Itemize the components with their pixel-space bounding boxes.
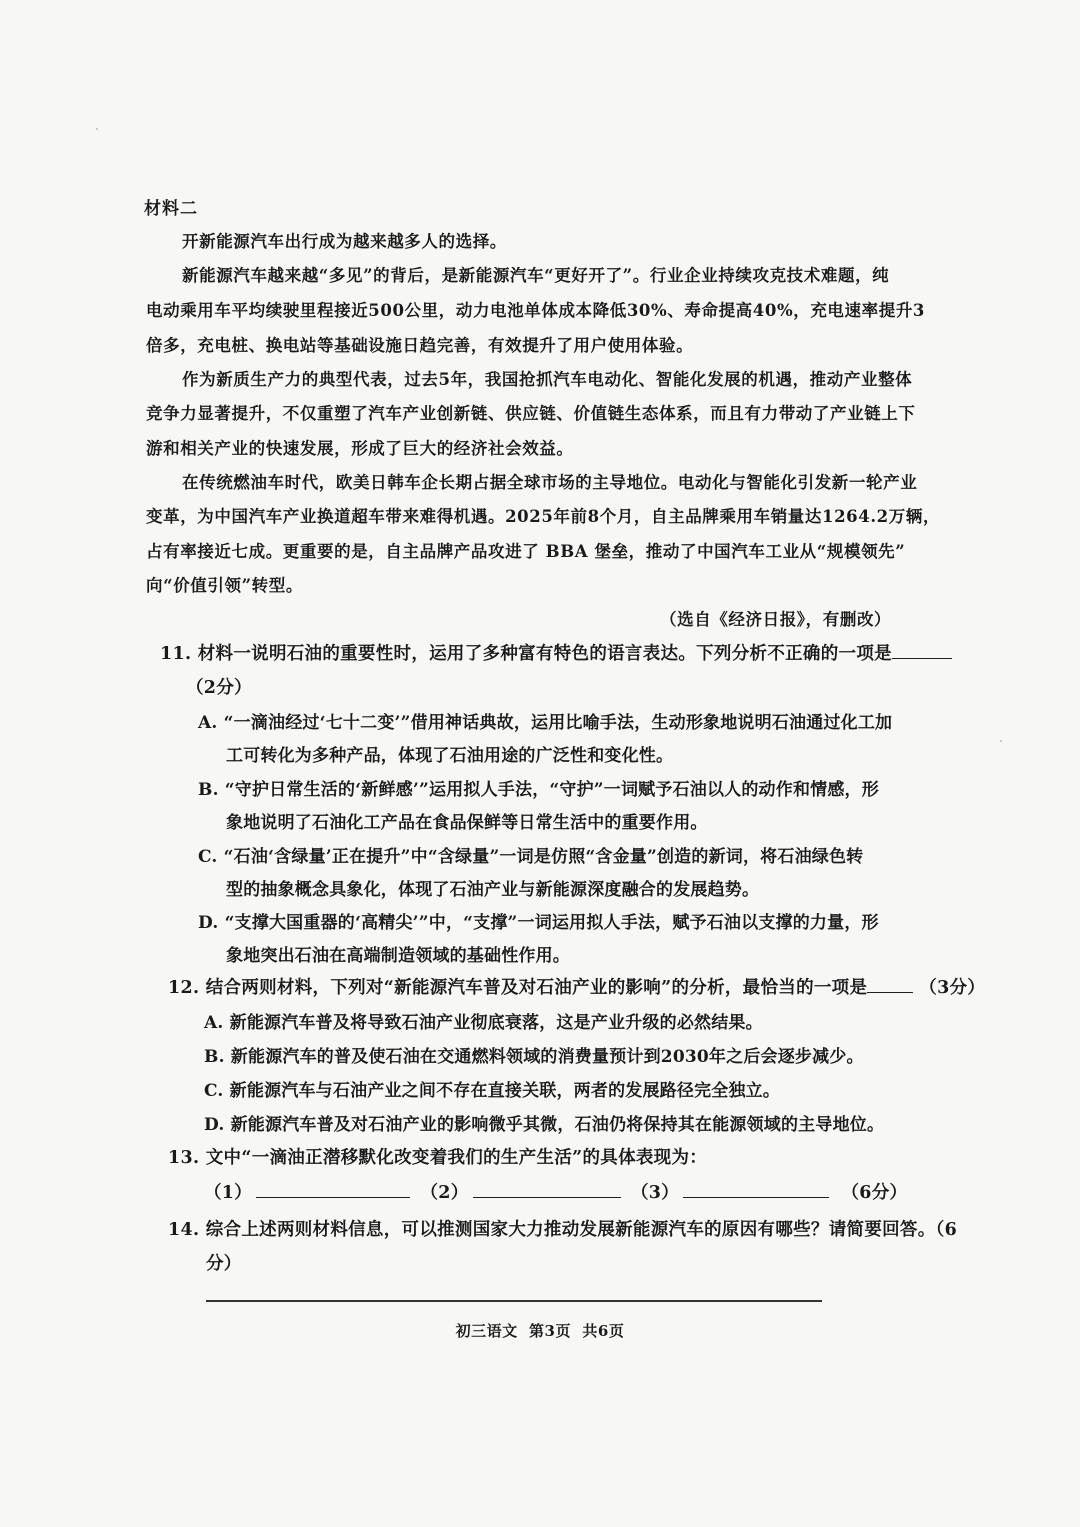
page-footer: 初三语文 第3页 共6页 [455, 1322, 625, 1340]
question-12-answer-blank[interactable] [867, 975, 913, 993]
paragraph-line: 作为新质生产力的典型代表，过去5年，我国抢抓汽车电动化、智能化发展的机遇，推动产业整体 [182, 370, 913, 389]
question-13-label-2: （2） [420, 1183, 469, 1203]
question-12-option-b: B. 新能源汽车的普及使石油在交通燃料领域的消费量预计到2030年之后会逐步减少。 [204, 1047, 864, 1067]
paragraph-line: 在传统燃油车时代，欧美日韩车企长期占据全球市场的主导地位。电动化与智能化引发新一轮产业 [182, 473, 918, 492]
paragraph-line: 倍多，充电桩、换电站等基础设施日趋完善，有效提升了用户使用体验。 [146, 336, 694, 355]
paragraph-line: 向“价值引领”转型。 [146, 576, 303, 595]
question-11-stem [160, 640, 952, 665]
question-11-option-b-line2: 象地说明了石油化工产品在食品保鲜等日常生活中的重要作用。 [226, 813, 708, 833]
paragraph-line: 游和相关产业的快速发展，形成了巨大的经济社会效益。 [146, 439, 574, 458]
question-12-option-c: C. 新能源汽车与石油产业之间不存在直接关联，两者的发展路径完全独立。 [204, 1081, 781, 1101]
question-13-blank-3[interactable] [683, 1180, 829, 1198]
paragraph-line: 电动乘用车平均续驶里程接近500公里，动力电池单体成本降低30%、寿命提高40%，充电速率提升3 [146, 301, 926, 320]
paragraph-line: 变革，为中国汽车产业换道超车带来难得机遇。2025年前8个月，自主品牌乘用车销量达1264.2万辆， [146, 507, 941, 526]
material-heading: 材料二 [144, 199, 198, 219]
question-13-answers [204, 1179, 907, 1204]
question-13-stem: 13. 文中“一滴油正潜移默化改变着我们的生产生活”的具体表现为： [168, 1148, 708, 1168]
question-12-stem [168, 974, 985, 999]
paragraph-line: 新能源汽车越来越“多见”的背后，是新能源汽车“更好开了”。行业企业持续攻克技术难题，纯 [182, 266, 890, 285]
question-11-option-b-line1: B. “守护日常生活的‘新鲜感’”运用拟人手法，“守护”一词赋予石油以人的动作和情感，形 [198, 780, 879, 800]
question-12-text: 12. 结合两则材料，下列对“新能源汽车普及对石油产业的影响”的分析，最恰当的一项是 [168, 978, 868, 998]
answer-line[interactable] [206, 1300, 822, 1302]
question-12-option-d: D. 新能源汽车普及对石油产业的影响微乎其微，石油仍将保持其在能源领域的主导地位。 [204, 1115, 885, 1135]
question-11-points: （2分） [186, 678, 252, 698]
scan-speck [96, 128, 98, 130]
question-11-option-c-line1: C. “石油‘含绿量’正在提升”中“含绿量”一词是仿照“含金量”创造的新词，将石油绿色转 [198, 847, 864, 867]
question-14-line2: 分） [206, 1254, 242, 1274]
paragraph-line: 占有率接近七成。更重要的是，自主品牌产品攻进了 BBA 堡垒，推动了中国汽车工业从“规模领先” [146, 542, 906, 561]
source-citation: （选自《经济日报》，有删改） [660, 610, 892, 629]
question-13-blank-1[interactable] [256, 1180, 410, 1198]
question-11-answer-blank[interactable] [892, 641, 952, 659]
question-14-line1: 14. 综合上述两则材料信息，可以推测国家大力推动发展新能源汽车的原因有哪些？请简要回答。（6 [168, 1220, 958, 1240]
scan-speck [1000, 740, 1002, 742]
question-13-blank-2[interactable] [473, 1180, 621, 1198]
question-11-option-c-line2: 型的抽象概念具象化，体现了石油产业与新能源深度融合的发展趋势。 [226, 880, 760, 900]
question-11-text: 11. 材料一说明石油的重要性时，运用了多种富有特色的语言表达。下列分析不正确的一项是 [160, 644, 892, 664]
question-13-points: （6分） [841, 1183, 908, 1203]
question-11-option-d-line2: 象地突出石油在高端制造领域的基础性作用。 [226, 946, 570, 966]
question-12-option-a: A. 新能源汽车普及将导致石油产业彻底衰落，这是产业升级的必然结果。 [204, 1013, 763, 1033]
paragraph-line: 竞争力显著提升，不仅重塑了汽车产业创新链、供应链、价值链生态体系，而且有力带动了产业链上下 [146, 404, 916, 423]
question-11-option-d-line1: D. “支撑大国重器的‘高精尖’”中，“支撑”一词运用拟人手法，赋予石油以支撑的力量，形 [198, 913, 879, 933]
question-13-label-3: （3） [630, 1183, 680, 1203]
question-13-label-1: （1） [204, 1183, 253, 1203]
question-12-points: （3分） [919, 978, 986, 998]
question-11-option-a-line1: A. “一滴油经过‘七十二变’”借用神话典故，运用比喻手法，生动形象地说明石油通过化工加 [198, 713, 893, 733]
paragraph-line: 开新能源汽车出行成为越来越多人的选择。 [182, 232, 507, 251]
question-11-option-a-line2: 工可转化为多种产品，体现了石油用途的广泛性和变化性。 [226, 746, 674, 766]
